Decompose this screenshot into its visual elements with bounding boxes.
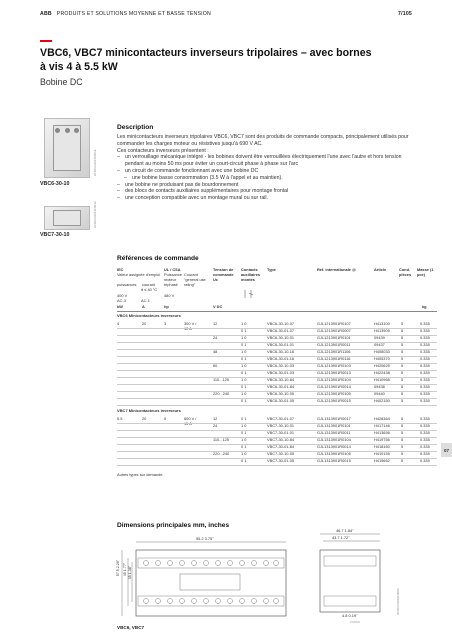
table-cell: VBC7-30-10-05 <box>267 451 295 456</box>
table-cell: GJL1213901R0103 <box>317 363 351 368</box>
table-cell: GJL1313901R0011 <box>317 430 351 435</box>
table-cell: H410155 <box>374 451 390 456</box>
product-photo-vbc6 <box>44 118 90 178</box>
col-cond: Cond. pièces <box>399 267 412 277</box>
table-cell: VBC6-30-01-84 <box>267 384 295 389</box>
table-cell: VBC6-30-10-16 <box>267 349 295 354</box>
references-heading: Références de commande <box>117 255 199 262</box>
group-heading: VBC6 Minicontacteurs inverseurs <box>117 313 181 318</box>
table-cell: 0.335 <box>420 370 430 375</box>
table-cell: 12 <box>213 321 218 326</box>
brand-name: ABB <box>40 11 52 17</box>
description-body <box>117 134 414 202</box>
table-cell: GJL1213901R0014 <box>317 384 351 389</box>
table-cell: VBC6-30-10-03 <box>267 363 295 368</box>
page-subtitle: Bobine DC <box>40 77 83 87</box>
drawing-code: 2CDC231001F0006 <box>396 588 400 615</box>
list-item: – des blocs de contacts auxiliaires supplémentaires pour montage frontal <box>117 188 414 195</box>
table-cell: 0.335 <box>420 398 430 403</box>
table-cell: 5 <box>401 430 404 435</box>
table-cell: GJL1313901R0017 <box>317 416 351 421</box>
table-cell: 0 1 <box>241 328 247 333</box>
unit-kg: kg <box>422 304 427 309</box>
table-cell: 5 <box>401 458 404 463</box>
footnote: Autres types sur demande. <box>117 472 164 477</box>
col-v4: 480 V <box>164 293 175 298</box>
table-cell: 09439 <box>374 335 385 340</box>
table-cell: 5 <box>401 451 404 456</box>
table-cell: GJL1213901R1106 <box>317 349 351 354</box>
table-cell: 0.335 <box>420 356 430 361</box>
dim-right1: 46.7 1.84" <box>336 528 354 533</box>
table-cell: 0.335 <box>420 444 430 449</box>
table-cell: 0.335 <box>420 430 430 435</box>
table-cell: 0 1 <box>241 398 247 403</box>
table-cell: 220...240 <box>213 391 230 396</box>
table-cell: 1 0 <box>241 335 247 340</box>
header-section: PRODUITS ET SOLUTIONS MOYENNE ET BASSE TENSION <box>56 11 211 17</box>
table-cell: 5 <box>401 370 404 375</box>
table-cell: 5 <box>401 356 404 361</box>
dim-left2: 45 1.77" <box>123 563 127 577</box>
table-cell: 09440 <box>374 391 385 396</box>
table-cell: 5 <box>401 384 404 389</box>
dim-top: 95.2 3.75" <box>196 536 214 541</box>
table-cell: GJL1213901R0101 <box>317 335 351 340</box>
table-cell: 48 <box>213 349 218 354</box>
table-cell: 0.335 <box>420 377 430 382</box>
table-cell: 1 0 <box>241 451 247 456</box>
table-cell: 0 1 <box>241 444 247 449</box>
col-tri: θ ≤ 40 °C <box>141 287 158 292</box>
table-cell: 5 <box>401 444 404 449</box>
table-cell: 1 0 <box>241 363 247 368</box>
col-ul-sub1: Puissance moteur <box>164 272 182 282</box>
table-cell: H428364 <box>374 416 390 421</box>
table-cell: H422438 <box>374 370 390 375</box>
table-cell: 5 <box>401 377 404 382</box>
table-cell: VBC6-30-01-16 <box>267 356 295 361</box>
description-heading: Description <box>117 124 154 131</box>
units-row <box>117 305 437 312</box>
table-cell: 0 1 <box>241 342 247 347</box>
table-cell: 5 <box>401 423 404 428</box>
col-ul: UL / CSA <box>164 267 181 272</box>
table-cell: 1 0 <box>241 391 247 396</box>
col-v1: 400 V <box>117 293 128 298</box>
table-cell: H413909 <box>374 328 390 333</box>
col-iec-sub: Valeur assignée d'emploi <box>117 272 161 277</box>
col-v3: AC-1 <box>141 298 150 303</box>
table-cell: VBC6-30-01-05 <box>267 398 295 403</box>
table-cell: VBC7-30-01-07 <box>267 416 295 421</box>
unit-a: A <box>142 304 145 309</box>
dim-left1: 57.5 2.26" <box>116 560 120 577</box>
drawing-caption: VBC6, VBC7 <box>117 625 145 630</box>
group-rating: 600 V / 15 A <box>184 416 197 426</box>
list-item: – une bobine ne produisant pas de bourdonnement <box>117 182 414 189</box>
contact-symbol-icon <box>243 290 263 298</box>
table-cell: H420625 <box>374 363 390 368</box>
table-cell: 0 1 <box>241 356 247 361</box>
dimension-drawing <box>110 532 410 630</box>
table-row <box>117 398 437 406</box>
table-cell: GJL1213901R0013 <box>317 370 351 375</box>
table-cell: 09437 <box>374 342 385 347</box>
dim-bottom: 4.8 0.19" <box>342 613 358 618</box>
table-header <box>117 268 437 304</box>
table-cell: 09438 <box>374 384 385 389</box>
group-power: 4 <box>117 321 120 326</box>
table-cell: GJL1213901R0105 <box>317 391 351 396</box>
table-cell: 0.335 <box>420 335 430 340</box>
photo-code: 2CDC231011F0012 <box>93 149 97 176</box>
table-cell: 5 <box>401 335 404 340</box>
table-cell: VBC7-30-01-05 <box>267 458 295 463</box>
col-puissances: puissances <box>117 282 137 287</box>
table-cell: GJL1213901R0104 <box>317 377 351 382</box>
list-subitem: – une bobine basse consommation (3.5 W à l'appel et au maintien). <box>117 175 414 182</box>
table-cell: 5 <box>401 349 404 354</box>
unit-kw: kW <box>117 304 123 309</box>
table-cell: VBC6-30-10-07 <box>267 321 295 326</box>
table-cell: 1 0 <box>241 349 247 354</box>
table-cell: H419662 <box>374 458 390 463</box>
table-cell: H405370 <box>374 356 390 361</box>
table-cell: 0.335 <box>420 458 430 463</box>
table-cell: 1 0 <box>241 377 247 382</box>
table-cell: H418160 <box>374 444 390 449</box>
table-cell: VBC6-30-01-07 <box>267 328 295 333</box>
page-title: VBC6, VBC7 minicontacteurs inverseurs tripolaires – avec bornes à vis 4 à 5.5 kW <box>40 47 372 73</box>
table-group-vbc7 <box>117 416 437 466</box>
table-cell: 5 <box>401 321 404 326</box>
table-cell: 5 <box>401 437 404 442</box>
table-cell: VBC7-30-01-84 <box>267 444 295 449</box>
table-cell: 5 <box>401 416 404 421</box>
group-power: 5.5 <box>117 416 123 421</box>
table-cell: 0.335 <box>420 349 430 354</box>
table-cell: H410968 <box>374 377 390 382</box>
table-cell: H413656 <box>374 430 390 435</box>
col-courant: courant <box>142 282 155 287</box>
table-cell: 24 <box>213 335 218 340</box>
table-cell: 0 1 <box>241 370 247 375</box>
table-cell: 0.335 <box>420 391 430 396</box>
table-cell: GJL1213901R0107 <box>317 321 351 326</box>
dimensions-heading: Dimensions principales mm, inches <box>117 522 230 529</box>
table-cell: 0.335 <box>420 451 430 456</box>
list-item: – une conception compatible avec un montage mural ou sur rail. <box>117 195 414 202</box>
dim-right2: 43.7 1.72" <box>332 535 350 540</box>
col-iec: IEC <box>117 267 124 272</box>
group-current: 20 <box>142 321 147 326</box>
table-cell: VBC6-30-01-03 <box>267 370 295 375</box>
table-group-vbc6 <box>117 321 437 407</box>
table-cell: GJL1213901R0116 <box>317 356 351 361</box>
section-tab: 07 <box>441 443 452 457</box>
product-photo-vbc7 <box>44 206 90 230</box>
table-cell: 110...125 <box>213 377 229 382</box>
col-ul-sub2: Courant "general use rating" <box>184 272 206 287</box>
table-cell: GJL1313901R0015 <box>317 458 351 463</box>
table-cell: 5 <box>401 363 404 368</box>
table-cell: VBC6-30-10-84 <box>267 377 295 382</box>
table-cell: GJL1313901R0101 <box>317 423 351 428</box>
table-cell: H402150 <box>374 398 390 403</box>
photo-label: VBC7-30-10 <box>40 232 70 238</box>
group-hp: 3 <box>164 321 167 326</box>
col-tension: Tension de commande Uc <box>213 267 234 282</box>
table-cell: 5 <box>401 328 404 333</box>
table-cell: 0 1 <box>241 384 247 389</box>
unit-hp: hp <box>164 304 169 309</box>
table-cell: GJL1213901R0015 <box>317 398 351 403</box>
col-masse: Masse (1 pce) <box>417 267 434 277</box>
col-ref: Réf. internationale @ <box>317 267 356 272</box>
table-cell: VBC7-30-10-84 <box>267 437 295 442</box>
dim-left3: 35 1.38" <box>128 566 132 580</box>
table-cell: GJL1313901R0105 <box>317 451 351 456</box>
table-cell: 1 0 <box>241 423 247 428</box>
table-cell: 0.335 <box>420 437 430 442</box>
group-current: 20 <box>142 416 147 421</box>
group-heading: VBC7 Minicontacteurs inverseurs <box>117 408 181 413</box>
table-cell: 0.335 <box>420 363 430 368</box>
col-v2: AC-3 <box>117 298 126 303</box>
table-cell: 12 <box>213 416 218 421</box>
table-cell: GJL1313901R0014 <box>317 444 351 449</box>
table-cell: 5 <box>401 342 404 347</box>
table-cell: 110...125 <box>213 437 229 442</box>
table-cell: 1 0 <box>241 321 247 326</box>
group-rating: 300 V / 12 A <box>184 321 197 331</box>
table-cell: VBC7-30-10-01 <box>267 423 295 428</box>
table-cell: GJL1213901R0011 <box>317 342 351 347</box>
unit-vdc: V DC <box>213 304 223 309</box>
group-hp: 5 <box>164 416 167 421</box>
description-intro: Les minicontacteurs inverseurs tripolaires VBC6, VBC7 sont des produits de commande compacts, principalement utilisés pour commander les charges moteur ou résistives jusqu'à 690 V AC. <box>117 134 409 147</box>
table-cell: 5 <box>401 391 404 396</box>
table-cell: 0.335 <box>420 384 430 389</box>
table-cell: 0.335 <box>420 342 430 347</box>
table-cell: 0.335 <box>420 328 430 333</box>
table-cell: 0 1 <box>241 416 247 421</box>
page-number: 7/105 <box>398 11 412 17</box>
photo-code: 2CDC231012F0012 <box>93 201 97 228</box>
table-cell: 0.335 <box>420 321 430 326</box>
table-cell: VBC7-30-01-01 <box>267 430 295 435</box>
table-cell: H413100 <box>374 321 390 326</box>
table-cell: 0 1 <box>241 458 247 463</box>
table-cell: 60 <box>213 363 218 368</box>
table-cell: 5 <box>401 398 404 403</box>
table-cell: 0.335 <box>420 423 430 428</box>
table-cell: 24 <box>213 423 218 428</box>
table-cell: H419756 <box>374 437 390 442</box>
page-header <box>40 11 412 21</box>
title-accent-bar <box>40 40 52 42</box>
table-cell: VBC6-30-01-01 <box>267 342 295 347</box>
table-cell: 0 1 <box>241 430 247 435</box>
table-cell: VBC6-30-10-05 <box>267 391 295 396</box>
photo-label: VBC6-30-10 <box>40 181 70 187</box>
table-cell: VBC6-30-10-01 <box>267 335 295 340</box>
table-cell: 1 0 <box>241 437 247 442</box>
col-contacts: Contacts auxiliaires montés <box>241 267 261 282</box>
table-cell: H417146 <box>374 423 390 428</box>
table-cell: 220...240 <box>213 451 230 456</box>
list-item: – un circuit de commande fonctionnant avec une bobine DC <box>117 168 414 175</box>
list-item: – un verrouillage mécanique intégré - les bobines doivent être verrouillées électriquement l'une avec l'autre et hors tension pendant au moins 50 ms pour éviter un court-circuit phase à phase sur l'arc <box>117 154 414 168</box>
table-row <box>117 458 437 466</box>
col-article: Article <box>374 267 387 272</box>
description-lead: Ces contacteurs inverseurs présentent : <box>117 147 209 154</box>
table-cell: GJL1313901R0104 <box>317 437 351 442</box>
col-triphase: triphasé <box>164 282 178 287</box>
table-cell: 0.335 <box>420 416 430 421</box>
col-type: Type <box>267 267 276 272</box>
table-cell: H408033 <box>374 349 390 354</box>
table-cell: GJL1213901R0007 <box>317 328 351 333</box>
